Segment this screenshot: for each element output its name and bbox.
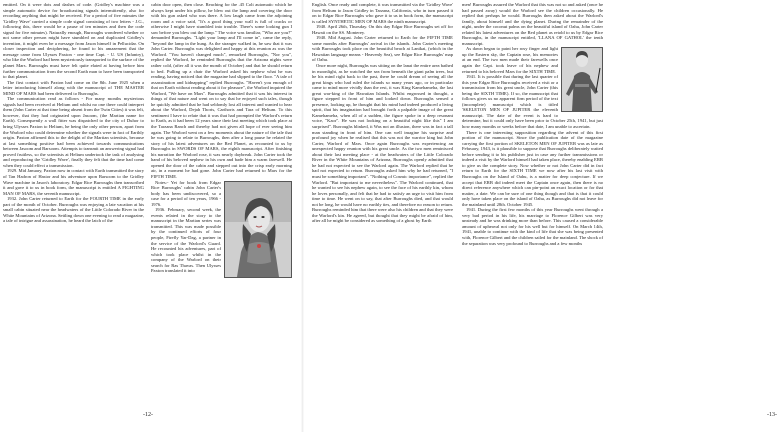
body-paragraph: cabin door open, then close. Reaching for the .45 Colt automatic which he always kept under his pillow, he blew out the lamp and covering the door with his gun asked who was there. A low laugh came from the adjoining room and a voice said, "It's a good thing your wall is full of cracks or otherwise I might have stumbled into trouble. There's some looking gun I saw before you blew out the lamp." The voice was familiar, "Who are you?" demanded Burroughs. "Light your lamp and I'll come in", came the reply, "beyond the lamp in the hung. As the stranger walked in, he saw that it was John Carter. Burroughs was delighted and happy at this reunion as was the Warlord. "You haven't changed much", remarked Burroughs, "Nor you", replied the Warlord, he reminded Burroughs that the Arizona nights were rather cold, (after all it was the month of October) and that he should return to bed. Pulling up a chair the Warlord asked his nephew what he was reading, having noticed that the magazine had slipped to the floor. "A tale of assassination and kidnapping" replied Burroughs. "Haven't you enough of that on Earth without reading about it for pleasure", the Warlord inquired the Warlord, "We have on Mars". Burroughs admitted that it was his interest in things of that nature and went on to say that he enjoyed such tales, though he quickly admitted that he had seldomly lost all interest and wanted to hear about the Warlord, Dejah Thoris, Carthoris and Tara of Helium. To this sentiment I have to relate that it was that had prompted the Warlord's return to Earth, as it had been 12 years since their last meeting which took place at the Tarzana Ranch and thereby had not given all hope of ever seeing him again. The Warlord went on a few moments about the nature of the tale that he was going to relate to Burroughs, then after a long pause he related the story of his latest adventures on the Red Planet, as recounted to us by Burroughs in SWORDS OF MARS, the eighth manuscript. After finishing his narration the Warlord rose, it was nearly daybreak. John Carter took the hand of his beloved nephew in his own and bade him a warm farewell. He opened the door of the cabin and stepped out into the crisp early morning air, in a moment he had gone. John Carter had returned to Mars for the FIFTH TIME.: [151, 2, 292, 179]
page-number: -12-: [143, 412, 153, 418]
body-paragraph: 1940. April 26th, Thursday. On this day Edgar Rice Burroughs set off for Hawaii on the SS. Monterey.: [312, 24, 453, 35]
body-paragraph: 1941. During the first few months of this year Burroughs went through a very bad period in his life, his marriage to Florence Gilbert was very unsteady and he was drinking more than before. This caused a considerable amount of upheaval not only for his well but for himself. On March 14th, 1941, unable to continue with the kind of life that she was being presented with, Florence Gilbert and the children sailed for the mainland. The shock of the separation was very profound to Burroughs and a few months: [462, 207, 604, 246]
left-page: [3, 2, 293, 420]
body-paragraph: English. Once ready and complete, it was transmitted via the 'Gridley Wave' from Helium to Jason Gridley in Tarzana, California, who in turn passed it on to Edgar Rice Burroughs who gave it to us in book form, the manuscript is called SYNTHETIC MEN OF MARS the ninth manuscript.: [312, 2, 453, 24]
body-paragraph: 1936. February, second week, the events related in the story to the manuscript in the Martian series was transmitted. This was made possible by the continued efforts of four people, Firefly Yar-Dag, a partner in the service of the Warlord's Guard. He recounted his adventures, part of which took place whilst in the company of the Warlord on their search for Ras Thavas. Then Ulysses Paxton translated it into: [151, 207, 221, 274]
right-page-column-1: [312, 2, 453, 420]
page-number: -13-: [767, 412, 777, 418]
body-paragraph: Notes:- Yet for book from Edgar Rice Burroughs' cabin John Carter's body has been undiscovered, so a case for a period of ten years, 1966 - 1976.: [151, 179, 221, 207]
body-paragraph: The communication read as follows - For many months mysterious signals had been received at Helium and whilst no one there could interpret them (John Carter at that time being absent from the Twin Cities) it was felt, however, that they had originated upon Jasoom, (the Martian name for Earth). Consequently a wall fitter was dispatched to the city of Duhor to bring Ulysses Paxton to Helium, he being the only other person, apart from the Warlord who could determine whether the signals were in fact of Earthly origin. Paxton affirmed this to the delight of the Martian scientists, because at last something positive had been achieved towards communications between Jasoom and Barsoom. Attempts to transmit an answering signal had proved fruitless, so the scientists at Helium undertook the task of analysing and reproducing the 'Gridley Wave', finally they felt that the time had come when they could effect a transmission.: [3, 96, 144, 168]
body-paragraph: 1940. Mid August. John Carter returned to Earth for the FIFTH TIME some months after Burroughs' arrival in the islands. John Carter's meeting with Burroughs took place on the beautiful beach at Lanikai, (which in the Hawaiian language means - Heavenly Sea), see Edgar Rice Burroughs' map of Oahu.: [312, 35, 453, 63]
body-paragraph: 1929. Mid January, Paxton now in contact with Earth transmitted the story of Tan Hadron of Hastor and his adventure upon Barsoom to the Gridley Wave machine in Jason's laboratory. Edgar Rice Burroughs then transcribed it and gave it to us in book form, the manuscript is entitled A FIGHTING MAN OF MARS, the seventh manuscript.: [3, 168, 144, 196]
book-gutter: [301, 0, 304, 432]
body-paragraph: Once more night, Burroughs was sitting on the lanai the entire area bathed in moonlight, as he watched the sea from beneath the giant palm trees, but he his mind right back to the past, there he could dream of seeing all the great kings who had ruled the islands so many years ago, or in particular came to mind more vividly than the rest, it was King Kamehameha, the last great war-king of the Hawaiian Islands. Whilst engrossed in thought, a figure stepped in front of him and looked down. Burroughs sensed a presence, looking up, he thought that his mind had indeed produced a living spirit, that his imagination had brought forth a palpable image of the great Kamehameha, when all of a sudden, the figure spoke in a deep resonant voice, "Kaor". He was not looking on a beautiful night like this" I am surprised". Burroughs blinked, it Was not an illusion, there was in fact a tall man standing in front of him. One can well imagine his surprise and profound joy when he realised that this was not the warrior king but John Carter, Warlord of Mars. Once again Burroughs was experiencing an unexpected happy reunion with his great uncle. As the two men reminisced about their last meeting place - at the headwaters of the Little Colorado River in the White Mountains of Arizona, Burroughs openly admitted that he had not expected to see the Warlord again. The Warlord replied that he had not expected to return. Burroughs asked him why he had returned, "I must be something important". "Nothing of Cosmic importance", replied the Warlord. "But important to me nevertheless". The Warlord continued, that he wanted to see his nephew again, to see the face of his earthly kin, whom he loves personally, and felt that he had to satisfy an urge to visit him from time to time. He went on to say, that after Burroughs died, and that would not be long, he would have no earthly ties, and therefore no reason to return. Burroughs reminded him that there were also his children and that they were the Warlord's kin. He agreed, but thought that they might be afraid of him, after all he might be considered as something of a ghost by Earth: [312, 63, 453, 224]
body-paragraph: emitted. On it were dots and dashes of code. (Gridley's machine was a simple automatic device for broadcasting signals intermittently, also for recording anything that might be received. For a period of five minutes the 'Gridley Wave' carried a simple code signal consisting of two letters - J.G., following this, there would be a pause of ten minutes and then the code signal for five minutes). Naturally enough, Burroughs wondered whether or not some other person might have stumbled on and duplicated Gridley's invention, it might even be a message from Jason himself in Pellucidar. On closer inspection and deciphering, he found to his amazement that the message came from Ulysses Paxton - one time Capt. - U. US (Infantry), who like the Warlord had been mysteriously transported to the surface of the planet Mars. Burroughs must have felt quite elated at having before him further communication from the second Earth man to have been transported to that planet.: [3, 2, 144, 80]
right-page-column-2: [462, 2, 603, 420]
illustration-woman-portrait: [224, 181, 292, 278]
body-paragraph: As dawn began to paint her rosy finger and light up the Eastern sky, the Captain rose, his memories at an end. The two men made their farewells once again the Capt. took leave of his nephew and returned to his beloved Mars for the SIXTH TIME.: [462, 46, 558, 74]
body-paragraph: 1932. John Carter returned to Earth for the FOURTH TIME in the early part of the month of October. Burroughs was enjoying a late vacation at his small cabin situated near the headwaters of the Little Colorado River in the White Mountains of Arizona. Settling down one evening to read a magazine, a tale of intrigue and assassination, he heard the latch of the: [3, 196, 144, 224]
body-paragraph: men! Burroughs assured the Warlord that this was not so and asked (once he had passed away) would the Warlord see the children occasionally. He replied that perhaps he would. Burroughs then asked about the Warlord's family, about himself and the dying planet. During the remainder of the night, under the coconut palms on the beautiful island of Oahu, John Carter related his latest adventures on the Red planet as retold to us by Edgar Rice Burroughs, in the manuscript entitled, 'LLANA OF GATHOL' the tenth manuscript.: [462, 2, 603, 46]
left-page-column-2: [151, 2, 292, 420]
left-page-column-1: [3, 2, 144, 420]
illustration-warlord-figure: [561, 47, 603, 112]
right-page: [312, 2, 777, 420]
body-paragraph: 1941. It is possible that during the last quarter of this year Edgar Rice Burroughs received a visit or a transmission from his great uncle, John Carter (this being the SIXTH TIME). If so, the manuscript that follows gives us no apparent firm period of the text (incomplete) manuscript which is titled 'SKELETON MEN OF JUPITER the eleventh manuscript. The date of the event is hard to determine, but it could only have been prior to October 25th, 1941, but just how many months or weeks before that date, I am unable to ascertain.: [462, 74, 603, 130]
body-paragraph: The first contact with Paxton had come on the 8th. June 1925 when a letter introducing himself along with the manuscript of THE MASTER MIND OF MARS had been delivered to Burroughs.: [3, 79, 144, 96]
body-paragraph: There is one interesting supposition regarding the advent of this first portion of the manuscript. Since the publication date of the magazine carrying the first portion of SKELETON MEN OF JUPITER was as late as February, 1943, is it plausible to suppose that Burroughs deliberately waited before sending it to his publisher just in case any further transmissions or indeed a visit by the Warlord himself had taken place, thereby enabling ERB to give us the complete story. Now whether or not John Carter did in fact return to Earth for the SIXTH TIME we now after his last visit with Burroughs on the Island of Oahu, is a matter for deep conjecture. If we accept that ERB did indeed meet the Captain once again, then there is no direct reference anywhere which can pin-point an exact location or for that matter, a date. We can be sure of one thing though and that is that it could only have taken place on the island of Oahu, as Burroughs did not leave for the mainland until 28th. October 1945.: [462, 129, 603, 207]
